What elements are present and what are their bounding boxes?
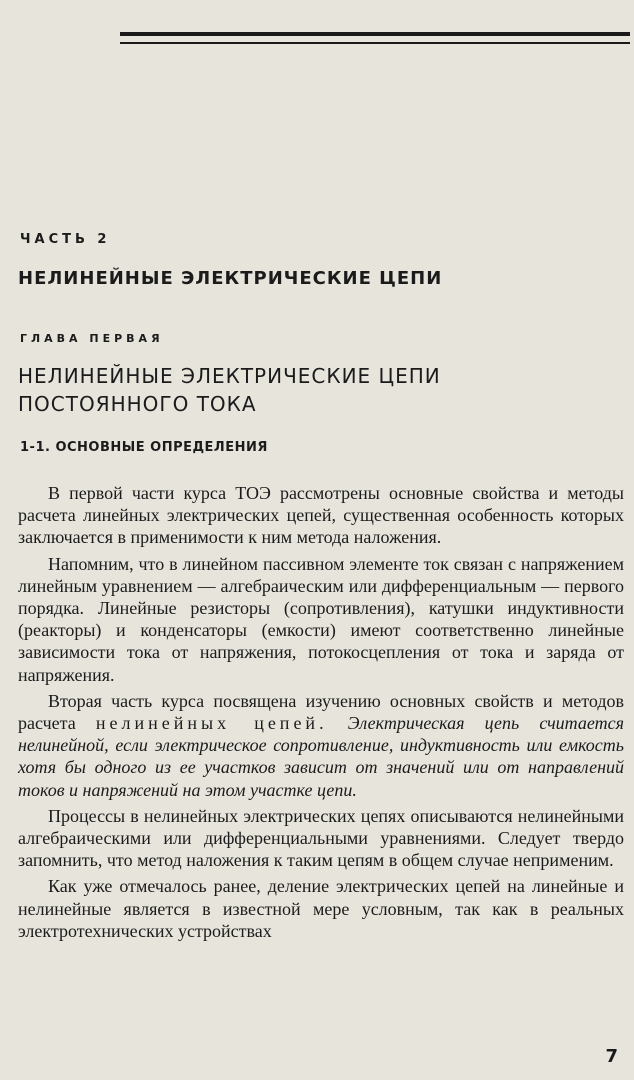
chapter-label: ГЛАВА ПЕРВАЯ <box>20 332 164 345</box>
paragraph-2: Напомним, что в линейном пассивном элементе ток связан с напряжением линейным уравнением — алгебраическим или дифференциальным — первого порядка. Линейные резисторы (сопротивления), катушки индуктивности (реакторы) и конденсаторы (емкости) имеют соответственно линейные зависимости тока от напряжения, потокосцепления от тока и заряда от напряжения. <box>18 553 624 685</box>
header-rule-thin <box>120 42 630 44</box>
paragraph-3 <box>18 690 624 801</box>
paragraph-5: Как уже отмечалось ранее, деление электрических цепей на линейные и нелинейные является в известной мере условным, так как в реальных электротехнических устройствах <box>18 876 624 941</box>
part-label: ЧАСТЬ 2 <box>20 232 111 247</box>
body-text <box>18 482 624 946</box>
header-rule-thick <box>120 32 630 36</box>
emphasized-term: нелинейных цепей. <box>95 713 328 734</box>
chapter-title: НЕЛИНЕЙНЫЕ ЭЛЕКТРИЧЕСКИЕ ЦЕПИ ПОСТОЯННОГО ТОКА <box>18 364 441 416</box>
paragraph-4: Процессы в нелинейных электрических цепях описываются нелинейными алгебраическими или дифференциальными уравнениями. Следует твердо запомнить, что метод наложения к таким цепям в общем случае неприменим. <box>18 805 624 871</box>
page-number: 7 <box>605 1046 618 1067</box>
paragraph-3-start: Вторая часть курса посвящена изучению основных свойств и методов расчета <box>18 690 624 734</box>
paragraph-1: В первой части курса ТОЭ рассмотрены основные свойства и методы расчета линейных электрических цепей, существенная особенность которых заключается в применимости к ним метода наложения. <box>18 483 624 548</box>
definition-italic: Электрическая цепь считается нелинейной, если электрическое сопротивление, индуктивность или емкость хотя бы одного из ее участков зависит от значений или от направлений токов и напряжений на этом участке цепи. <box>18 713 624 800</box>
part-title: НЕЛИНЕЙНЫЕ ЭЛЕКТРИЧЕСКИЕ ЦЕПИ <box>18 268 443 289</box>
section-title: 1-1. ОСНОВНЫЕ ОПРЕДЕЛЕНИЯ <box>20 440 268 455</box>
